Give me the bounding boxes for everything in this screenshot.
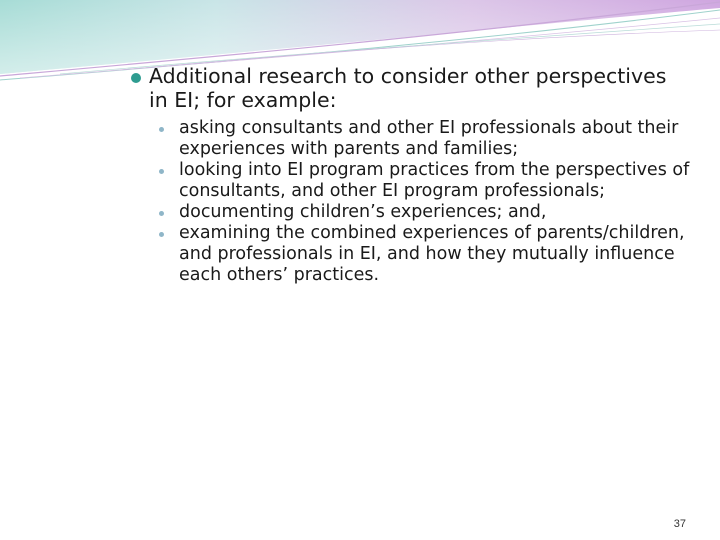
sub-bullet-item xyxy=(131,202,691,223)
sub-bullet-text: documenting children’s experiences; and, xyxy=(179,202,547,222)
sub-bullet-text: examining the combined experiences of parents/children, and professionals in EI, and how they mutually influence each others’ practices. xyxy=(179,223,685,285)
page-number: 37 xyxy=(673,518,686,530)
sub-bullet-icon xyxy=(159,211,164,216)
main-bullet-text: Additional research to consider other perspectives in EI; for example: xyxy=(149,64,667,112)
sub-bullet-item xyxy=(131,118,691,160)
sub-bullet-icon xyxy=(159,169,164,174)
sub-bullet-item xyxy=(131,160,691,202)
sub-bullet-item xyxy=(131,223,691,286)
slide-content xyxy=(131,64,691,286)
main-bullet-item xyxy=(131,64,691,112)
main-bullet-icon xyxy=(131,73,141,83)
sub-bullet-icon xyxy=(159,127,164,132)
sub-bullet-icon xyxy=(159,232,164,237)
sub-bullet-text: looking into EI program practices from the perspectives of consultants, and other EI program professionals; xyxy=(179,160,690,201)
sub-bullet-list xyxy=(131,118,691,286)
sub-bullet-text: asking consultants and other EI professionals about their experiences with parents and families; xyxy=(179,118,679,159)
